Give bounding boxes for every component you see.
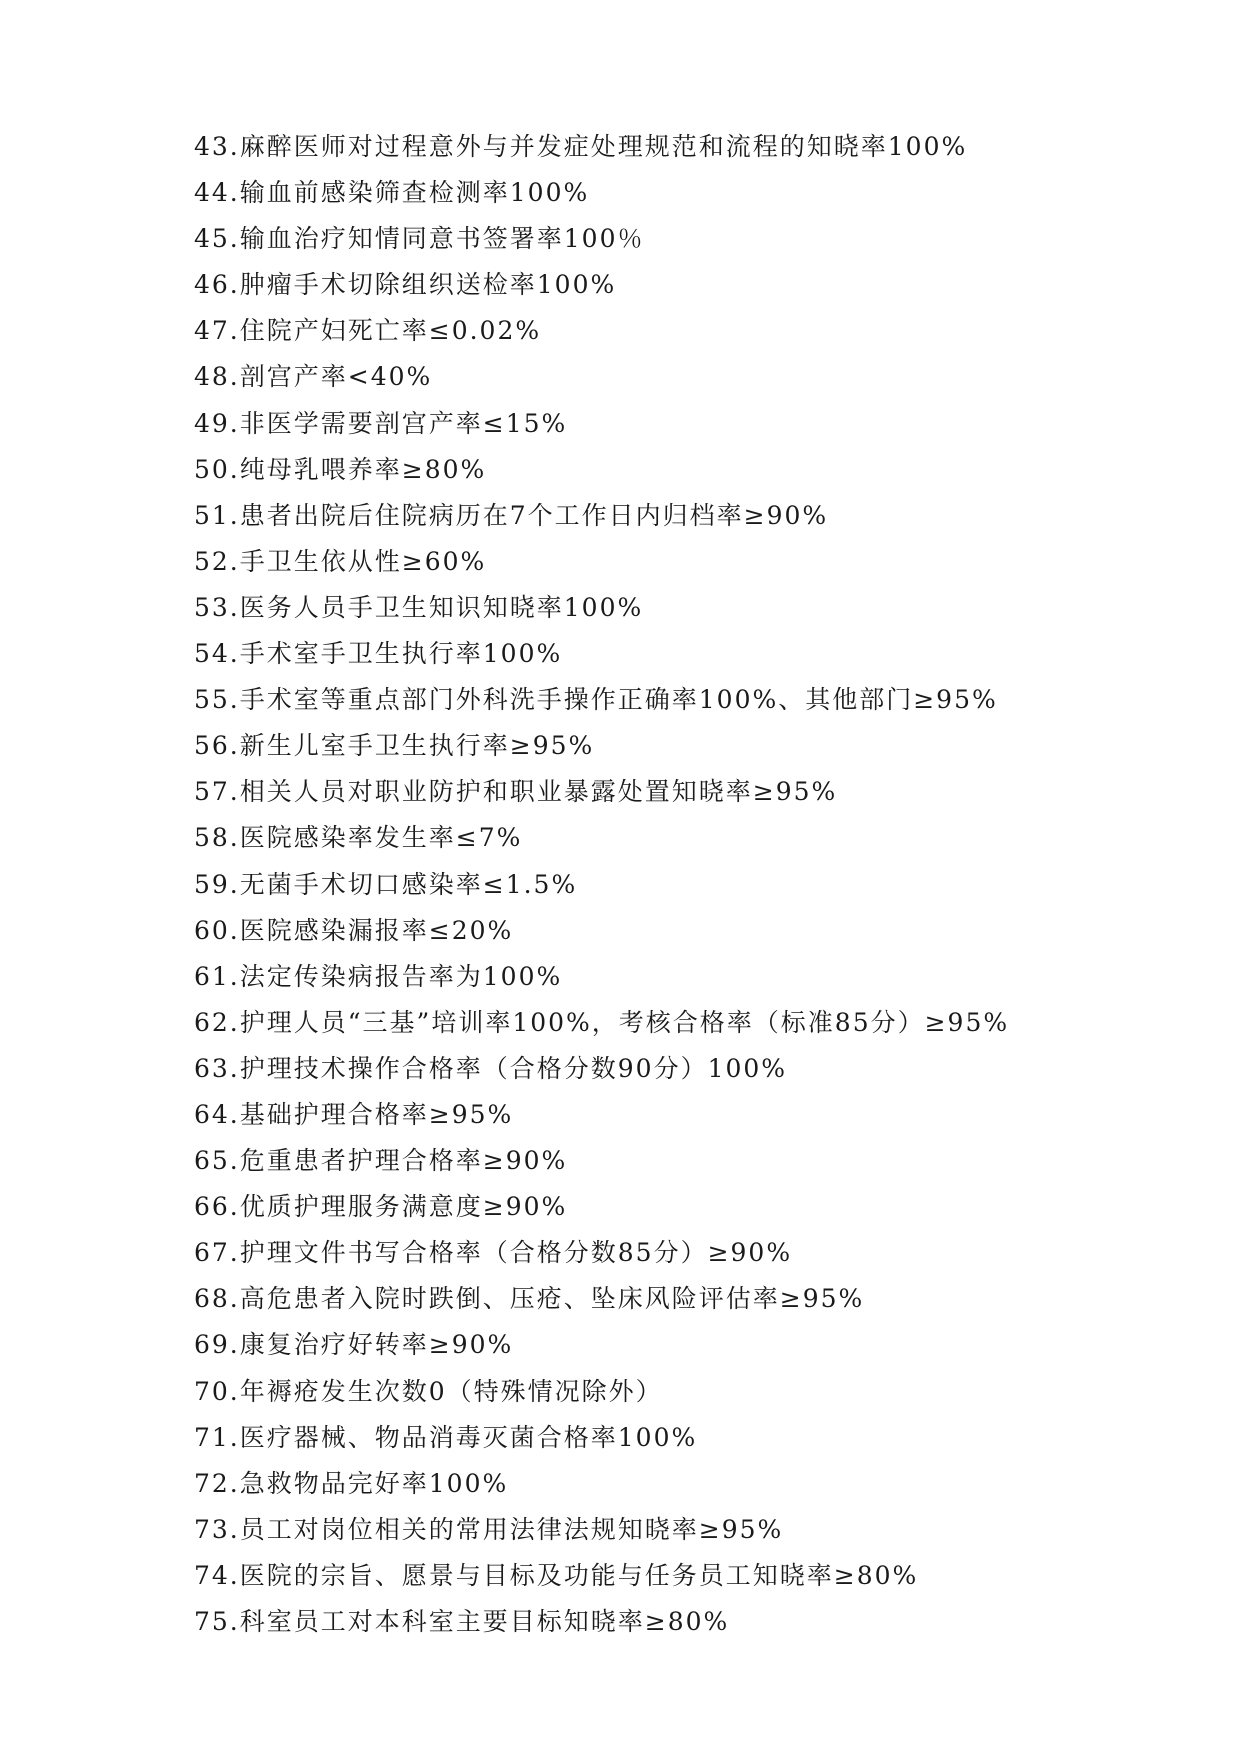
list-item: 62.护理人员“三基”培训率100%，考核合格率（标准85分）≥95% bbox=[194, 1007, 1010, 1037]
list-item: 43.麻醉医师对过程意外与并发症处理规范和流程的知晓率100% bbox=[194, 132, 968, 161]
list-item: 50.纯母乳喂养率≥80% bbox=[194, 454, 487, 484]
list-item: 57.相关人员对职业防护和职业暴露处置知晓率≥95% bbox=[194, 777, 838, 807]
list-item: 56.新生儿室手卫生执行率≥95% bbox=[194, 731, 595, 761]
list-item: 58.医院感染率发生率≤7% bbox=[194, 823, 523, 853]
list-item: 70.年褥疮发生次数0（特殊情况除外） bbox=[194, 1376, 663, 1406]
list-item: 54.手术室手卫生执行率100% bbox=[194, 639, 563, 669]
list-item: 59.无菌手术切口感染率≤1.5% bbox=[194, 869, 578, 899]
list-item: 72.急救物品完好率100% bbox=[194, 1468, 509, 1498]
list-item: 46.肿瘤手术切除组织送检率100% bbox=[194, 270, 617, 300]
list-item: 52.手卫生依从性≥60% bbox=[194, 546, 487, 576]
list-item: 75.科室员工对本科室主要目标知晓率≥80% bbox=[194, 1607, 730, 1636]
list-item: 73.员工对岗位相关的常用法律法规知晓率≥95% bbox=[194, 1514, 784, 1544]
list-item: 69.康复治疗好转率≥90% bbox=[194, 1330, 514, 1360]
list-item: 67.护理文件书写合格率（合格分数85分）≥90% bbox=[194, 1238, 793, 1268]
list-item: 60.医院感染漏报率≤20% bbox=[194, 915, 514, 945]
list-item: 68.高危患者入院时跌倒、压疮、坠床风险评估率≥95% bbox=[194, 1284, 865, 1314]
list-item: 55.手术室等重点部门外科洗手操作正确率100%、其他部门≥95% bbox=[194, 685, 998, 715]
list-item: 71.医疗器械、物品消毒灭菌合格率100% bbox=[194, 1422, 698, 1452]
list-item: 47.住院产妇死亡率≤0.02% bbox=[194, 316, 542, 346]
list-item: 45.输血治疗知情同意书签署率100％ bbox=[194, 224, 645, 254]
indicator-list bbox=[194, 124, 1154, 1645]
list-item: 65.危重患者护理合格率≥90% bbox=[194, 1146, 568, 1176]
list-item: 66.优质护理服务满意度≥90% bbox=[194, 1192, 568, 1222]
list-item: 74.医院的宗旨、愿景与目标及功能与任务员工知晓率≥80% bbox=[194, 1560, 919, 1590]
list-item: 53.医务人员手卫生知识知晓率100% bbox=[194, 592, 644, 622]
list-item: 44.输血前感染筛查检测率100% bbox=[194, 178, 590, 208]
list-item: 63.护理技术操作合格率（合格分数90分）100% bbox=[194, 1053, 788, 1083]
list-item: 64.基础护理合格率≥95% bbox=[194, 1099, 514, 1129]
list-item: 49.非医学需要剖宫产率≤15% bbox=[194, 408, 568, 438]
list-item: 61.法定传染病报告率为100% bbox=[194, 961, 563, 991]
list-item: 48.剖宫产率<40% bbox=[194, 362, 433, 392]
list-item: 51.患者出院后住院病历在7个工作日内归档率≥90% bbox=[194, 500, 829, 530]
